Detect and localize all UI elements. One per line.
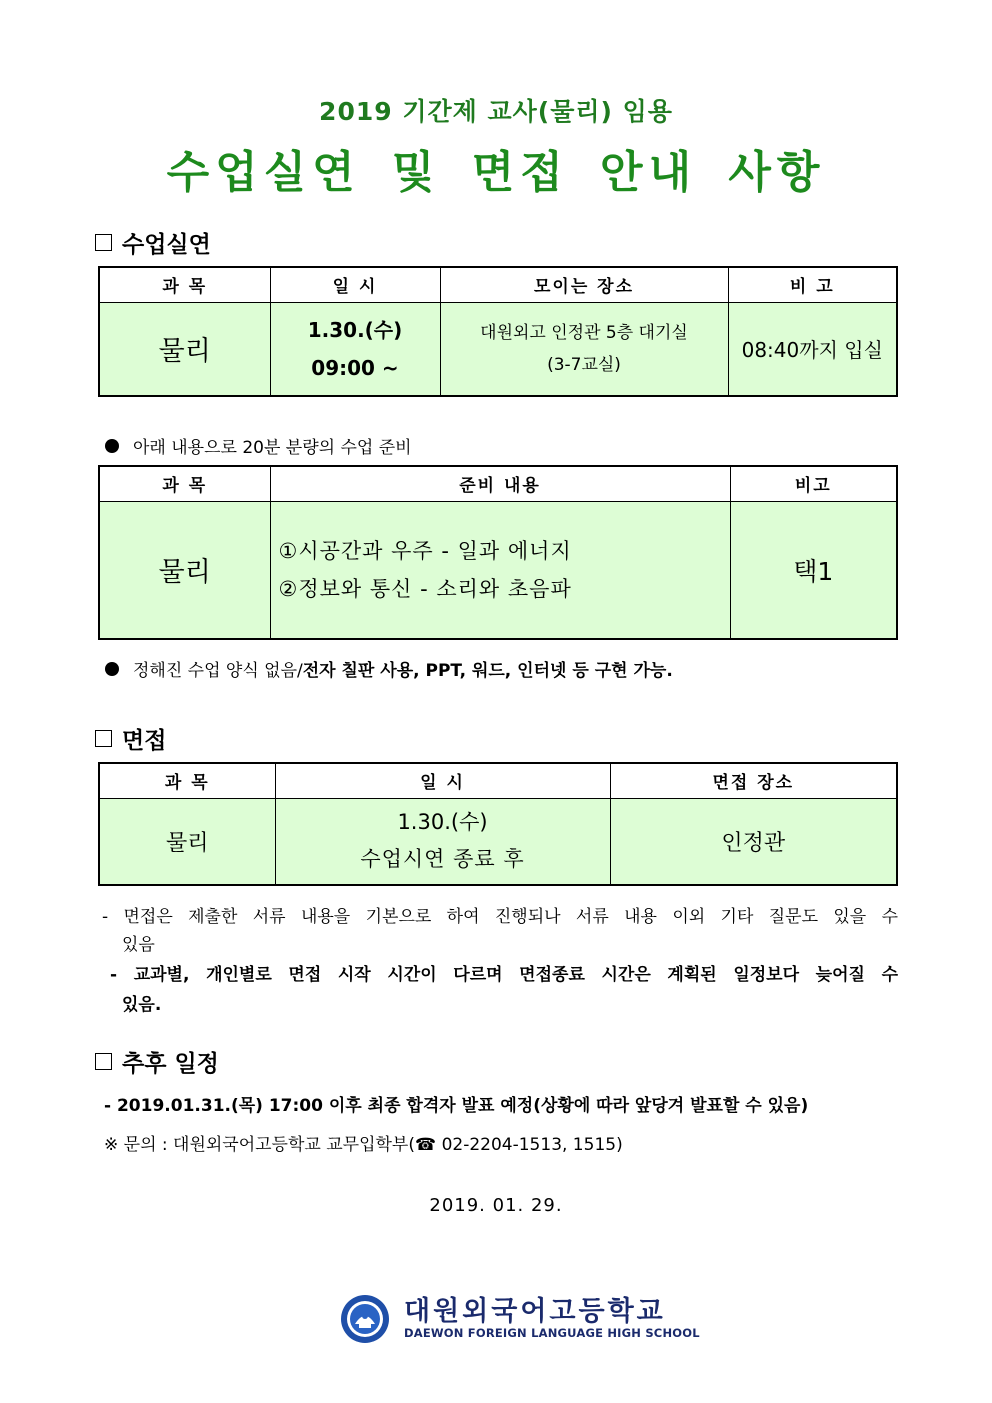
table-header-cell: 과 목 — [99, 763, 275, 798]
checkbox-square-icon — [95, 1053, 112, 1070]
interview-note-2-line1: - 교과별, 개인별로 면접 시작 시간이 다르며 면접종료 시간은 계획된 일정보다 늦어질 수 — [110, 965, 898, 985]
document-subtitle: 2019 기간제 교사(물리) 임용 — [319, 97, 673, 126]
section-heading-interview-label: 면접 — [122, 728, 167, 754]
school-logo — [340, 1294, 700, 1344]
section-heading-schedule-label: 추후 일정 — [122, 1051, 219, 1077]
table-row — [99, 501, 897, 639]
document-title: 수업실연 및 면접 안내 사항 — [166, 147, 826, 198]
date-cell — [270, 302, 440, 396]
prep-item: ①시공간과 우주 - 일과 에너지 — [278, 538, 572, 563]
form-note-bold: 전자 칠판 사용, PPT, 워드, 인터넷 등 구현 가능. — [302, 661, 673, 681]
table-header-cell: 비고 — [730, 466, 897, 501]
school-name-english: DAEWON FOREIGN LANGUAGE HIGH SCHOOL — [404, 1326, 700, 1340]
section-heading-demo — [95, 226, 211, 259]
place-line: 대원외고 인정관 5층 대기실 — [480, 322, 688, 343]
table-header-cell: 과 목 — [99, 267, 270, 302]
bullet-icon — [105, 662, 119, 676]
interview-table — [98, 762, 898, 886]
checkbox-square-icon — [95, 234, 112, 251]
interview-note-1-line2: 있음 — [122, 935, 155, 955]
table-header-cell: 일 시 — [270, 267, 440, 302]
table-header-row — [99, 763, 897, 798]
table-header-cell: 비 고 — [728, 267, 897, 302]
contact-info — [104, 1130, 623, 1155]
section-heading-demo-label: 수업실연 — [122, 232, 211, 258]
prep-note-text: 아래 내용으로 20분 분량의 수업 준비 — [133, 438, 412, 458]
subject-cell: 물리 — [99, 501, 270, 639]
table-row — [99, 302, 897, 396]
table-row — [99, 798, 897, 885]
section-heading-interview — [95, 722, 166, 755]
demo-schedule-table — [98, 266, 898, 397]
checkbox-square-icon — [95, 730, 112, 747]
note-cell: 08:40까지 입실 — [728, 302, 897, 396]
note-cell: 택1 — [730, 501, 897, 639]
section-heading-schedule — [95, 1045, 219, 1078]
school-emblem-icon — [340, 1294, 390, 1344]
subject-cell: 물리 — [99, 798, 275, 885]
contact-suffix: 02-2204-1513, 1515) — [436, 1135, 623, 1155]
document-date: 2019. 01. 29. — [429, 1195, 563, 1216]
place-room: (3-7교실) — [547, 354, 621, 375]
date-cell — [275, 798, 610, 885]
bullet-icon — [105, 439, 119, 453]
interview-note-1-line1: - 면접은 제출한 서류 내용을 기본으로 하여 진행되나 서류 내용 이외 기타 질문도 있을 수 — [102, 907, 898, 927]
subject-cell: 물리 — [99, 302, 270, 396]
schedule-announcement: - 2019.01.31.(목) 17:00 이후 최종 합격자 발표 예정(상황에 따라 앞당겨 발표할 수 있음) — [104, 1096, 809, 1116]
time-line: 09:00 ~ — [311, 355, 399, 380]
form-note — [105, 656, 673, 681]
prep-items-cell — [270, 501, 730, 639]
form-note-plain: 정해진 수업 양식 없음/ — [133, 661, 303, 681]
table-header-cell: 일 시 — [275, 763, 610, 798]
date-line: 1.30.(수) — [397, 810, 488, 835]
table-header-cell: 면접 장소 — [610, 763, 897, 798]
prep-item: ②정보와 통신 - 소리와 초음파 — [278, 576, 572, 601]
table-header-cell: 과 목 — [99, 466, 270, 501]
interview-note-2-line2: 있음. — [122, 995, 162, 1015]
prep-note — [105, 433, 412, 458]
time-line: 수업시연 종료 후 — [360, 847, 525, 872]
table-header-row — [99, 267, 897, 302]
table-header-cell: 준비 내용 — [270, 466, 730, 501]
table-header-row — [99, 466, 897, 501]
place-cell: 인정관 — [610, 798, 897, 885]
prep-content-table — [98, 465, 898, 640]
school-name-korean: 대원외국어고등학교 — [404, 1296, 666, 1327]
phone-icon: ☎ — [414, 1135, 437, 1155]
table-header-cell: 모이는 장소 — [440, 267, 728, 302]
date-line: 1.30.(수) — [307, 317, 403, 342]
contact-prefix: ※ 문의 : 대원외국어고등학교 교무입학부( — [104, 1135, 415, 1155]
place-cell — [440, 302, 728, 396]
